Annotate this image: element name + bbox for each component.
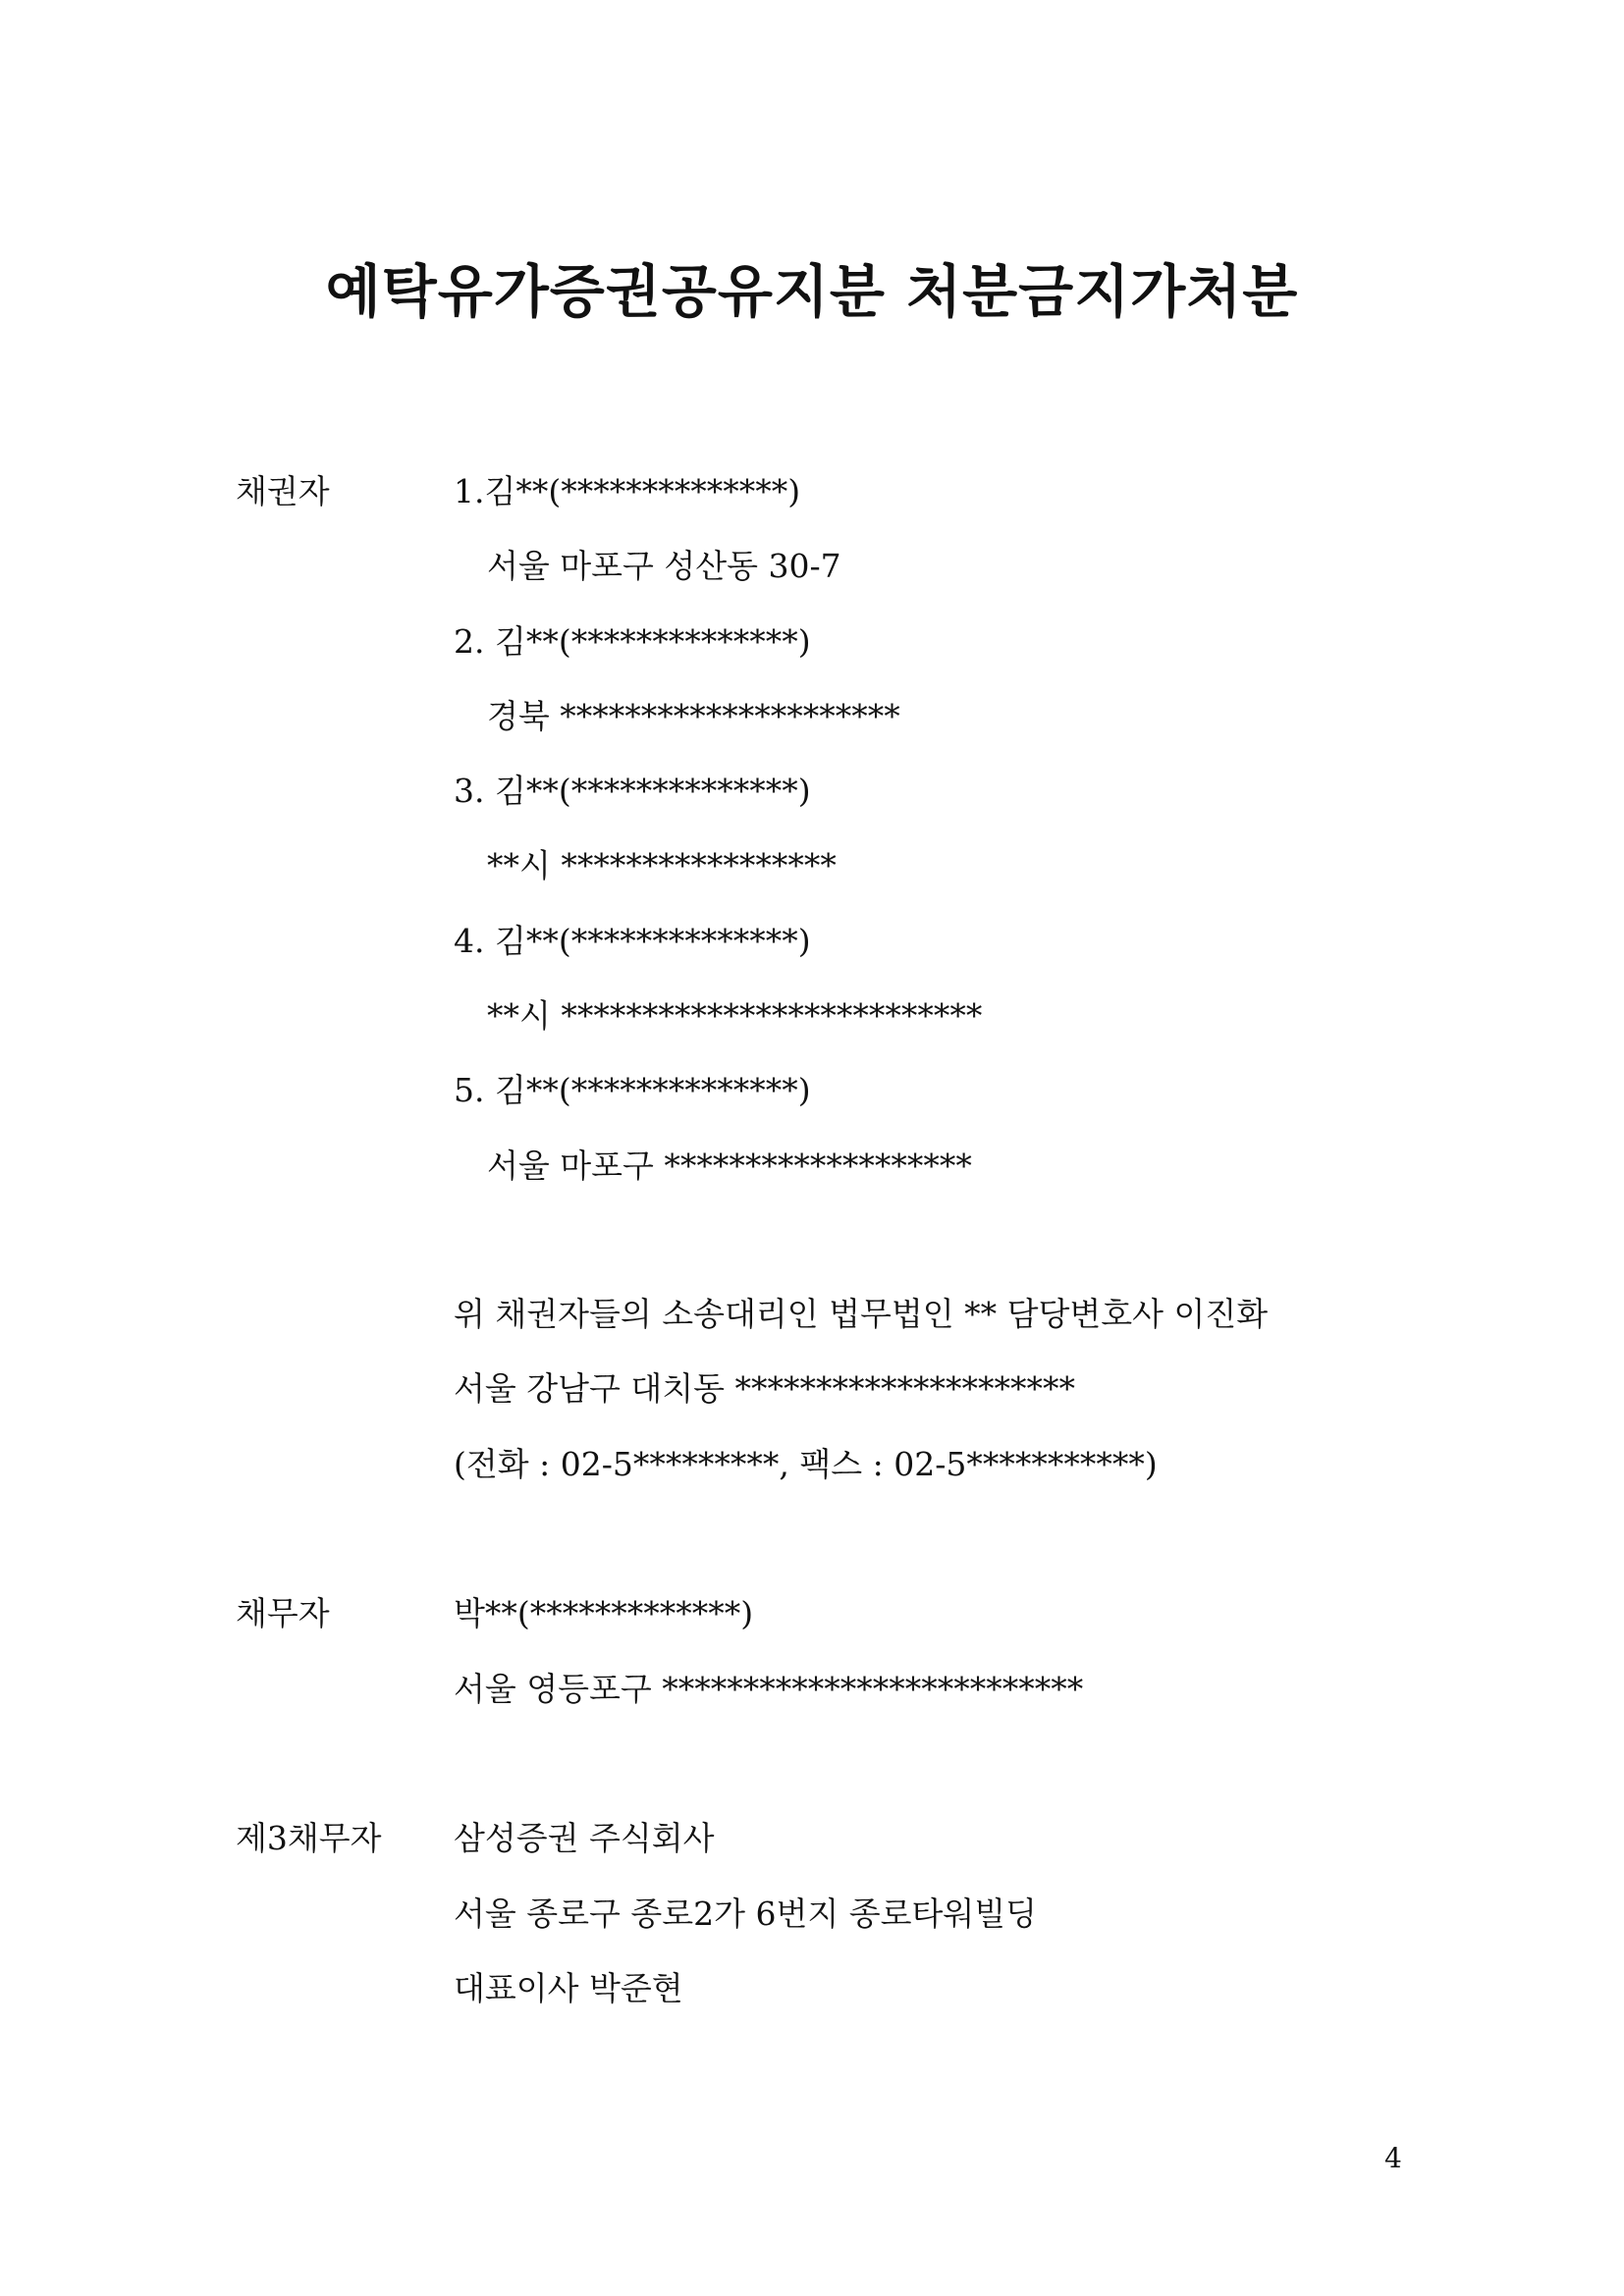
representative-line: 위 채권자들의 소송대리인 법무법인 ** 담당변호사 이진화 [454, 1295, 1269, 1333]
debtor-address: 서울 영등포구 ************************** [454, 1670, 1084, 1708]
third-debtor-name: 삼성증권 주식회사 [454, 1819, 715, 1857]
creditor-4-name: 4. 김**(**************) [454, 922, 811, 960]
document-title: 예탁유가증권공유지분 처분금지가처분 [325, 258, 1299, 325]
creditors-label: 채권자 [236, 472, 330, 510]
third-debtor-label: 제3채무자 [236, 1819, 382, 1857]
page-number: 4 [1384, 2142, 1402, 2174]
representative-address: 서울 강남구 대치동 ********************* [454, 1369, 1075, 1408]
creditor-3-address: **시 ***************** [487, 846, 837, 884]
third-debtor-address: 서울 종로구 종로2가 6번지 종로타워빌딩 [454, 1895, 1037, 1933]
creditor-3-name: 3. 김**(**************) [454, 772, 811, 810]
debtor-label: 채무자 [236, 1594, 330, 1632]
creditor-5-name: 5. 김**(**************) [454, 1071, 811, 1109]
third-debtor-ceo: 대표이사 박준현 [454, 1969, 683, 2007]
creditor-2-address: 경북 ********************* [487, 697, 900, 735]
creditor-1-name: 1.김**(**************) [454, 472, 801, 510]
creditor-1-address: 서울 마포구 성산동 30-7 [487, 547, 841, 585]
representative-contact: (전화 : 02-5*********, 팩스 : 02-5***********) [454, 1445, 1158, 1483]
creditor-5-address: 서울 마포구 ******************* [487, 1147, 972, 1185]
debtor-name: 박**(*************) [454, 1594, 754, 1632]
creditor-2-name: 2. 김**(**************) [454, 622, 811, 661]
creditor-4-address: **시 ************************** [487, 996, 983, 1035]
